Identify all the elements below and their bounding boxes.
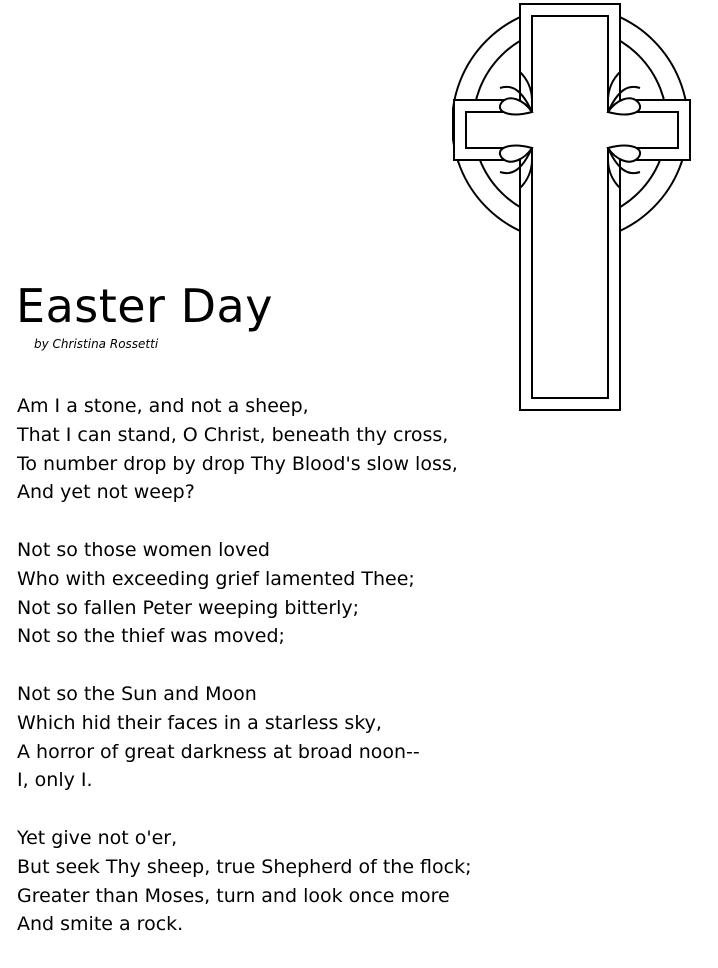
- poem-line: Which hid their faces in a starless sky,: [17, 711, 382, 734]
- poem-line: Greater than Moses, turn and look once more: [17, 884, 450, 907]
- poem-line: Who with exceeding grief lamented Thee;: [17, 567, 415, 590]
- poem-body: [17, 392, 577, 968]
- poem-line: But seek Thy sheep, true Shepherd of the flock;: [17, 855, 472, 878]
- poem-line: That I can stand, O Christ, beneath thy cross,: [17, 423, 449, 446]
- poem-line: I, only I.: [17, 769, 93, 792]
- stanza: [17, 392, 577, 507]
- poem-line: Am I a stone, and not a sheep,: [17, 395, 309, 417]
- poem-title: Easter Day: [16, 279, 273, 333]
- poem-line: Yet give not o'er,: [17, 826, 178, 849]
- poem-line: Not so fallen Peter weeping bitterly;: [17, 596, 360, 619]
- poem-line: To number drop by drop Thy Blood's slow loss,: [17, 452, 458, 475]
- poem-line: Not so those women loved: [17, 538, 270, 561]
- stanza: [17, 680, 577, 795]
- poem-line: Not so the thief was moved;: [17, 625, 285, 648]
- celtic-cross-icon: [452, 2, 692, 412]
- stanza: [17, 536, 577, 651]
- poem-line: And yet not weep?: [17, 481, 195, 504]
- poem-line: And smite a rock.: [17, 913, 184, 936]
- poem-line: Not so the Sun and Moon: [17, 682, 257, 705]
- stanza: [17, 824, 577, 939]
- poem-author: by Christina Rossetti: [34, 337, 159, 351]
- poem-line: A horror of great darkness at broad noon--: [17, 740, 420, 763]
